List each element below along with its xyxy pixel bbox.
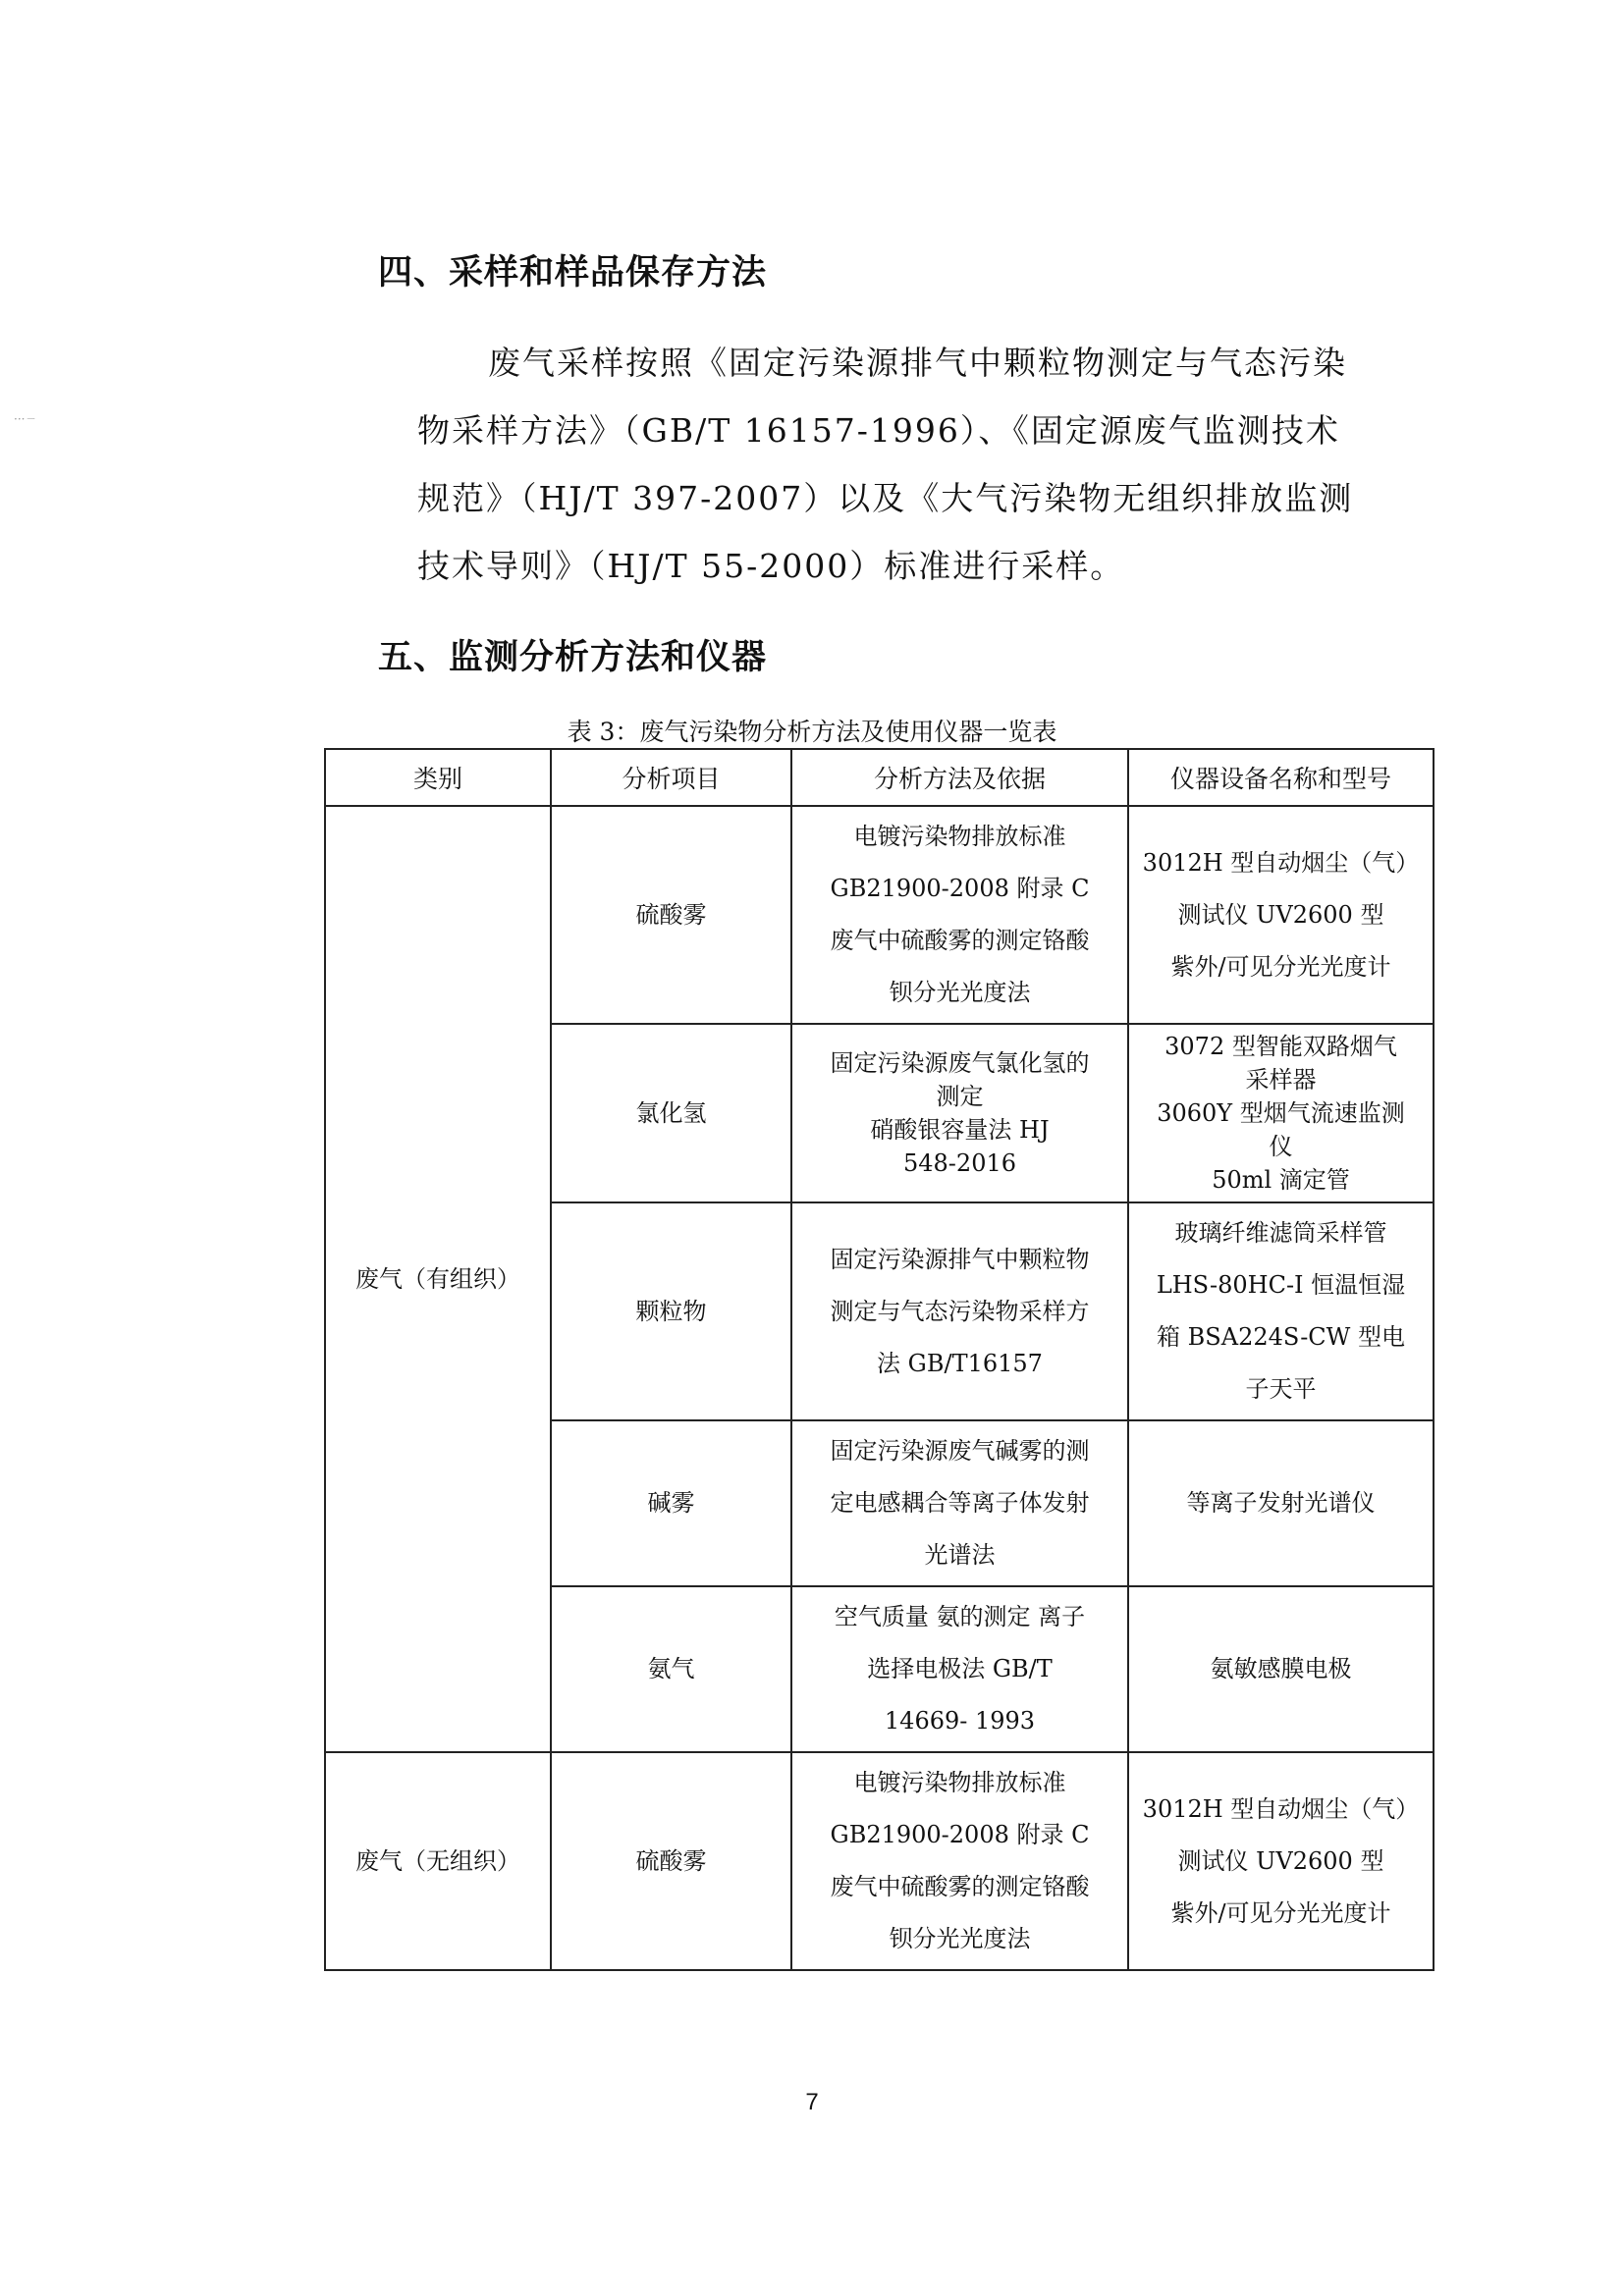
instrument-line: 氨敏感膜电极 — [1210, 1655, 1352, 1682]
instrument-line: 3012H 型自动烟尘（气） — [1142, 848, 1420, 877]
method-line: 14669- 1993 — [884, 1707, 1036, 1735]
instrument-line: 3012H 型自动烟尘（气） — [1142, 1794, 1420, 1823]
header-item: 分析项目 — [551, 749, 791, 806]
method-line: GB21900-2008 附录 C — [830, 875, 1090, 902]
paragraph-line: 技术导则》（HJ/T 55-2000）标准进行采样。 — [417, 547, 1125, 585]
header-category: 类别 — [325, 749, 551, 806]
header-instrument: 仪器设备名称和型号 — [1128, 749, 1434, 806]
method-line: 定电感耦合等离子体发射 — [830, 1489, 1090, 1517]
method-line: 空气质量 氨的测定 离子 — [834, 1603, 1086, 1630]
method-cell — [791, 806, 1128, 1024]
category-cell: 废气（无组织） — [325, 1752, 551, 1970]
table-body — [325, 806, 1434, 1970]
paragraph-line: 废气采样按照《固定污染源排气中颗粒物测定与气态污染 — [488, 344, 1347, 382]
instrument-line: 紫外/可见分光光度计 — [1170, 1898, 1391, 1927]
instrument-line: 3072 型智能双路烟气 — [1164, 1033, 1397, 1060]
instrument-line: 子天平 — [1245, 1375, 1317, 1403]
table-row — [325, 1752, 1434, 1970]
instrument-line: 紫外/可见分光光度计 — [1170, 952, 1391, 981]
method-line: 法 GB/T16157 — [877, 1349, 1043, 1377]
method-line: 固定污染源废气碱雾的测 — [830, 1437, 1090, 1465]
table-row — [325, 806, 1434, 1024]
instrument-cell — [1128, 1586, 1434, 1752]
instrument-cell — [1128, 1202, 1434, 1420]
method-line: 钡分光光度法 — [889, 1925, 1031, 1952]
item-cell: 硫酸雾 — [551, 806, 791, 1024]
method-line: 548-2016 — [903, 1149, 1016, 1177]
scan-artifact: ···ㄧ — [14, 412, 37, 426]
section-4-heading: 四、采样和样品保存方法 — [378, 253, 768, 293]
method-line: 废气中硫酸雾的测定铬酸 — [830, 927, 1090, 954]
method-cell — [791, 1024, 1128, 1202]
method-cell — [791, 1202, 1128, 1420]
table-caption: 表 3：废气污染物分析方法及使用仪器一览表 — [567, 718, 1057, 746]
item-cell: 颗粒物 — [551, 1202, 791, 1420]
section-5-heading: 五、监测分析方法和仪器 — [378, 638, 768, 677]
method-line: 固定污染源废气氯化氢的 — [830, 1049, 1090, 1077]
instrument-cell — [1128, 1420, 1434, 1586]
method-line: 光谱法 — [924, 1541, 996, 1569]
item-cell: 碱雾 — [551, 1420, 791, 1586]
instrument-line: 等离子发射光谱仪 — [1186, 1489, 1376, 1517]
analysis-methods-table — [324, 748, 1435, 1971]
method-line: 测定与气态污染物采样方 — [830, 1297, 1090, 1325]
paragraph-line: 规范》（HJ/T 397-2007）以及《大气污染物无组织排放监测 — [417, 479, 1354, 517]
category-cell: 废气（有组织） — [325, 806, 551, 1752]
paragraph-line: 物采样方法》（GB/T 16157-1996）、《固定源废气监测技术 — [417, 411, 1340, 450]
instrument-line: 测试仪 UV2600 型 — [1177, 900, 1384, 929]
instrument-line: 采样器 — [1245, 1066, 1317, 1094]
method-line: 钡分光光度法 — [889, 979, 1031, 1006]
method-line: 电镀污染物排放标准 — [853, 1769, 1066, 1796]
instrument-cell — [1128, 1752, 1434, 1970]
method-line: 废气中硫酸雾的测定铬酸 — [830, 1873, 1090, 1900]
header-method: 分析方法及依据 — [791, 749, 1128, 806]
method-line: 选择电极法 GB/T — [867, 1655, 1053, 1682]
item-cell: 硫酸雾 — [551, 1752, 791, 1970]
table-header-row — [325, 749, 1434, 806]
item-cell: 氯化氢 — [551, 1024, 791, 1202]
method-line: GB21900-2008 附录 C — [830, 1821, 1090, 1848]
method-line: 固定污染源排气中颗粒物 — [830, 1245, 1090, 1273]
sampling-paragraph — [417, 329, 1399, 600]
instrument-cell — [1128, 806, 1434, 1024]
method-cell — [791, 1752, 1128, 1970]
instrument-line: LHS-80HC-I 恒温恒湿 — [1156, 1271, 1406, 1299]
method-line: 电镀污染物排放标准 — [853, 823, 1066, 850]
method-cell — [791, 1586, 1128, 1752]
method-line: 测定 — [936, 1083, 984, 1110]
item-cell: 氨气 — [551, 1586, 791, 1752]
instrument-cell — [1128, 1024, 1434, 1202]
instrument-line: 玻璃纤维滤筒采样管 — [1174, 1219, 1387, 1247]
page-number: 7 — [805, 2089, 819, 2115]
instrument-line: 50ml 滴定管 — [1212, 1166, 1350, 1194]
method-cell — [791, 1420, 1128, 1586]
instrument-line: 仪 — [1269, 1133, 1293, 1160]
method-line: 硝酸银容量法 HJ — [870, 1116, 1050, 1144]
instrument-line: 测试仪 UV2600 型 — [1177, 1846, 1384, 1875]
instrument-line: 3060Y 型烟气流速监测 — [1157, 1099, 1405, 1127]
instrument-line: 箱 BSA224S-CW 型电 — [1157, 1323, 1405, 1351]
